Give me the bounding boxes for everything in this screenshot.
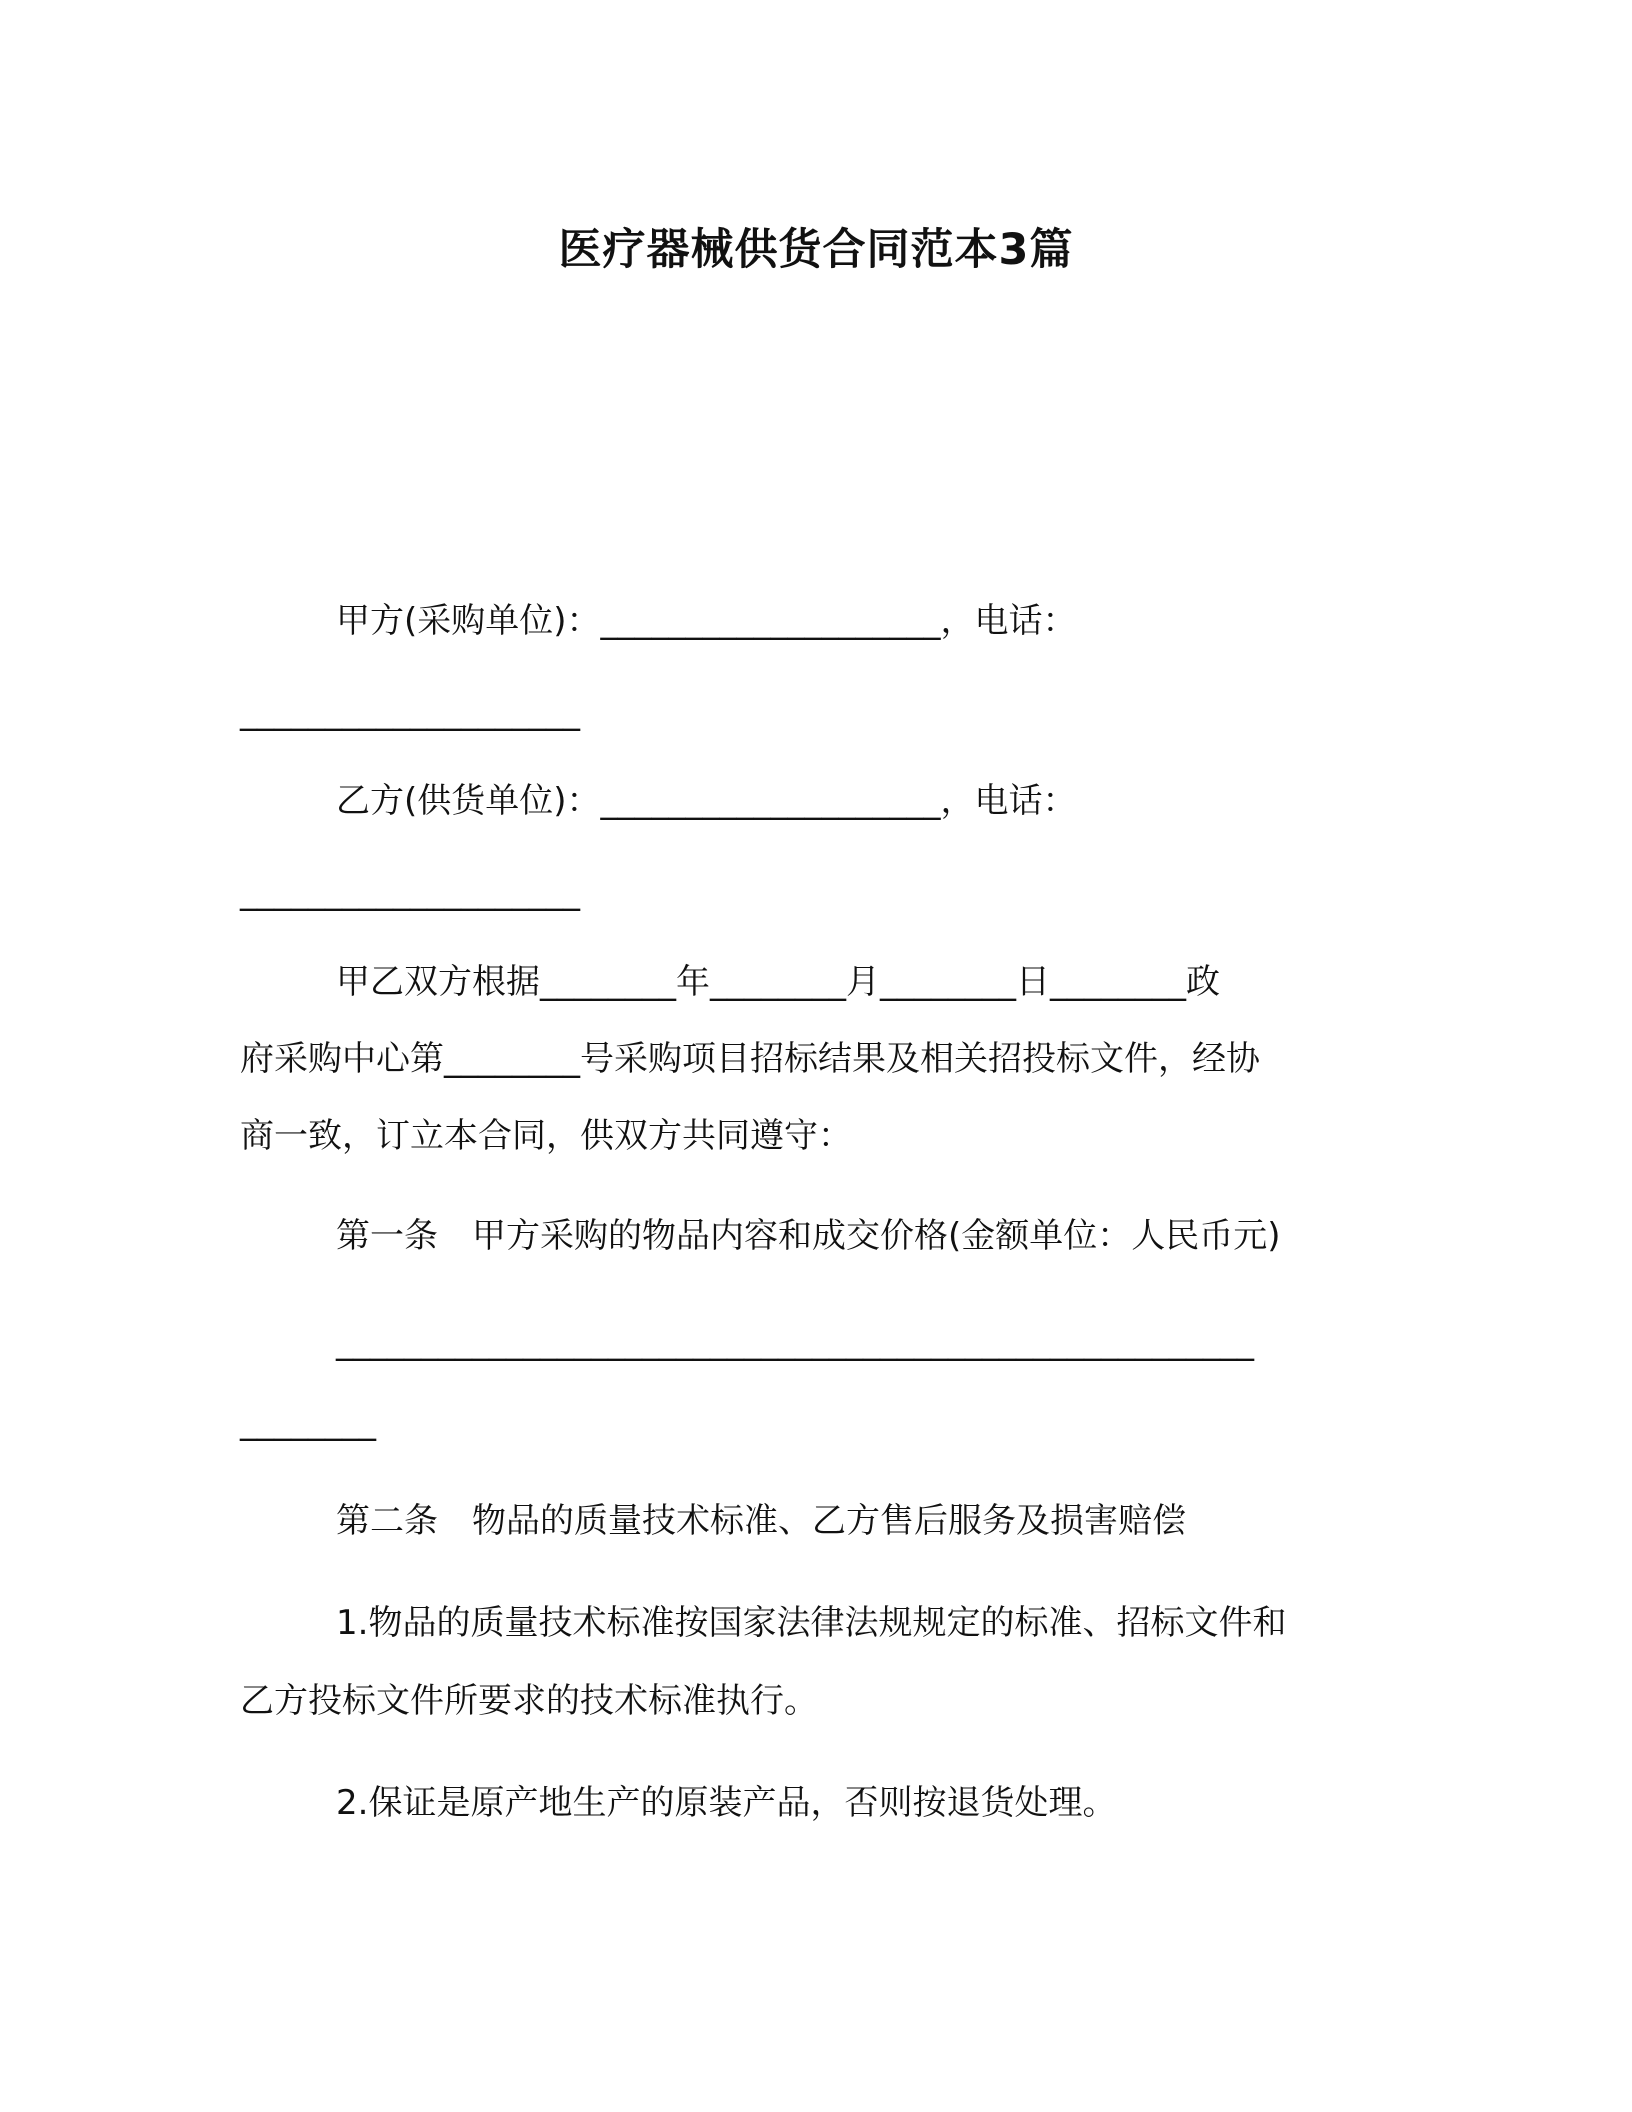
article-2-heading: 第二条 物品的质量技术标准、乙方售后服务及损害赔偿	[336, 1501, 1186, 1541]
article-1-heading: 第一条 甲方采购的物品内容和成交价格(金额单位：人民币元)	[336, 1216, 1281, 1256]
clause-1-line-1: 1.物品的质量技术标准按国家法律法规规定的标准、招标文件和	[336, 1603, 1287, 1643]
article-1-blank-continued: ________	[240, 1402, 376, 1442]
party-a-phone-blank: ____________________	[240, 692, 580, 732]
preamble-line-3: 商一致，订立本合同，供双方共同遵守：	[240, 1116, 852, 1156]
preamble-line-1: 甲乙双方根据________年________月________日________政	[336, 962, 1220, 1002]
clause-2-line: 2.保证是原产地生产的原装产品，否则按退货处理。	[336, 1783, 1117, 1823]
party-b-phone-blank: ____________________	[240, 872, 580, 912]
party-b-line: 乙方(供货单位)：____________________，电话：	[336, 781, 1077, 821]
party-a-line: 甲方(采购单位)：____________________，电话：	[336, 601, 1077, 641]
article-1-blank: ______________________________________________________	[336, 1322, 1254, 1362]
clause-1-line-2: 乙方投标文件所要求的技术标准执行。	[240, 1681, 818, 1721]
preamble-line-2: 府采购中心第________号采购项目招标结果及相关招投标文件，经协	[240, 1039, 1260, 1079]
document-title: 医疗器械供货合同范本3篇	[558, 225, 1074, 275]
